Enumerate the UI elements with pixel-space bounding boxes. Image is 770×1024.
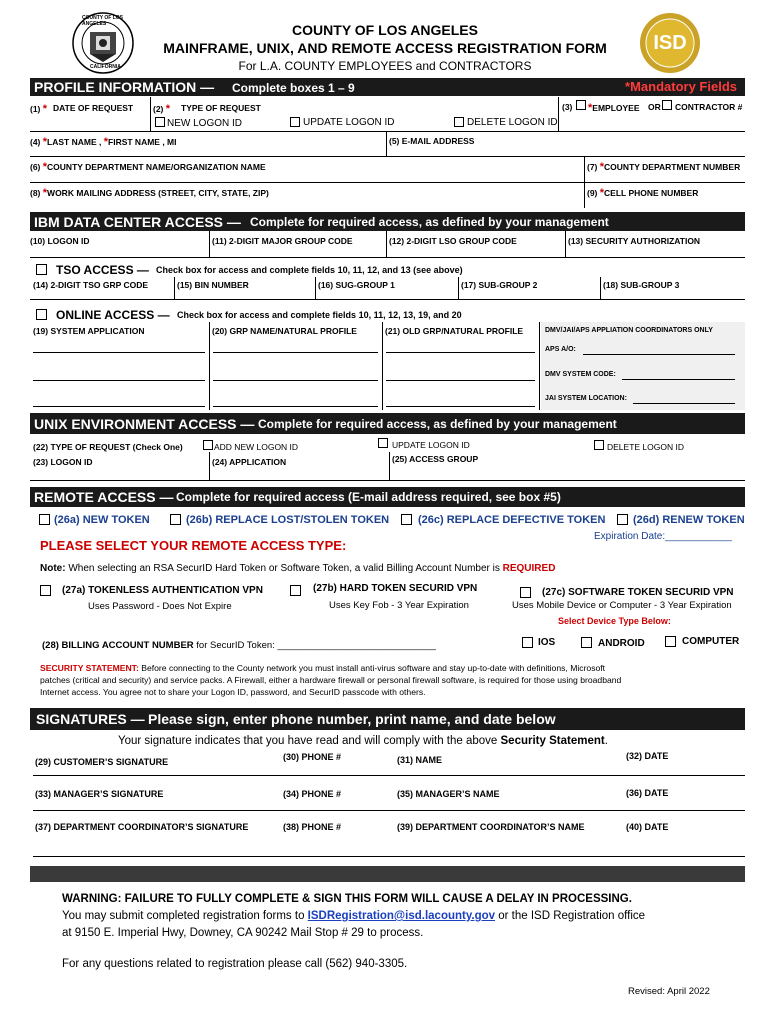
field-34-label: (34) PHONE #: [283, 789, 342, 799]
field-36-label: (36) DATE: [626, 788, 669, 798]
seal-bottom-text: CALIFORNIA: [90, 64, 121, 70]
online-access-instructions: Check box for access and complete fields 10, 11, 12, 13, 19, and 20: [177, 310, 462, 320]
field-18-label: (18) SUB-GROUP 3: [603, 280, 680, 290]
contractor-checkbox[interactable]: [662, 100, 672, 110]
hard-token-label: (27b) HARD TOKEN SECURID VPN: [313, 583, 478, 594]
field-37-label: (37) DEPARTMENT COORDINATOR’S SIGNATURE: [35, 822, 249, 832]
field-14-label: (14) 2-DIGIT TSO GRP CODE: [33, 280, 149, 290]
signatures-bar-subtitle: Please sign, enter phone number, print name, and date below: [148, 711, 556, 727]
profile-bar-subtitle: Complete boxes 1 – 9: [232, 81, 355, 95]
tokenless-vpn-label: (27a) TOKENLESS AUTHENTICATION VPN: [62, 585, 263, 596]
field-19-line-3[interactable]: [33, 406, 205, 407]
select-device-type-label: Select Device Type Below:: [558, 616, 671, 626]
contractor-label: CONTRACTOR #: [675, 102, 743, 112]
security-statement: SECURITY STATEMENT: Before connecting to the County network you must install anti-virus software and stay up-to-date with definitions, Microsoft patches (critical and security) and service packs. A Firewall, either a hardware firewall or personal firewall software, is required for those using broadband Internet access. You agree not to share your Logon ID, password, and SecurID passcode with others.: [40, 663, 622, 697]
ibm-section-header: [30, 212, 745, 231]
field-17-label: (17) SUB-GROUP 2: [461, 280, 538, 290]
dmv-coordinators-title: DMV/JAI/APS APPLIATION COORDINATORS ONLY: [545, 327, 713, 334]
isd-logo-text: ISD: [653, 32, 687, 54]
field-19-line-1[interactable]: [33, 352, 205, 353]
or-label: OR: [648, 102, 661, 112]
field-33-label: (33) MANAGER’S SIGNATURE: [35, 789, 164, 799]
new-logon-checkbox[interactable]: [155, 117, 165, 127]
field-4-label: (4) *LAST NAME , *FIRST NAME , MI: [30, 136, 177, 148]
aps-ao-input[interactable]: [583, 354, 735, 355]
field-32-label: (32) DATE: [626, 751, 669, 761]
signatures-bar-title: SIGNATURES —: [36, 711, 145, 727]
registration-email-link[interactable]: ISDRegistration@isd.lacounty.gov: [307, 910, 496, 922]
form-title-line1: COUNTY OF LOS ANGELES: [292, 22, 478, 38]
replace-lost-token-label: (26b) REPLACE LOST/STOLEN TOKEN: [186, 514, 390, 526]
office-address: at 9150 E. Imperial Hwy, Downey, CA 90242 Mail Stop # 29 to process.: [62, 927, 424, 939]
computer-label: COMPUTER: [682, 636, 740, 647]
employee-checkbox[interactable]: [576, 100, 586, 110]
unix-add-new-label: ADD NEW LOGON ID: [214, 442, 299, 452]
tokenless-vpn-desc: Uses Password - Does Not Expire: [88, 601, 232, 612]
footer-divider-band: [30, 866, 745, 882]
field-20-line-1[interactable]: [213, 352, 378, 353]
field-21-line-1[interactable]: [386, 352, 535, 353]
field-20-label: (20) GRP NAME/NATURAL PROFILE: [212, 326, 357, 336]
field-21-line-3[interactable]: [386, 406, 535, 407]
note-line: Note: When selecting an RSA SecurID Hard Token or Software Token, a valid Billing Account Number is REQUIRED: [40, 563, 556, 574]
jai-system-location-input[interactable]: [633, 403, 735, 404]
new-token-label: (26a) NEW TOKEN: [54, 514, 150, 526]
questions-text: For any questions related to registration please call (562) 940-3305.: [62, 958, 408, 970]
employee-label: *EMPLOYEE: [588, 102, 640, 114]
update-logon-label: UPDATE LOGON ID: [303, 117, 395, 128]
ios-label: IOS: [538, 637, 556, 648]
android-label: ANDROID: [598, 638, 645, 649]
seal-text: COUNTY OF LOS ANGELES: [82, 15, 124, 27]
unix-bar-title: UNIX ENVIRONMENT ACCESS —: [34, 416, 255, 432]
remote-bar-subtitle: Complete for required access (E-mail address required, see box #5): [176, 490, 561, 504]
field-16-label: (16) SUG-GROUP 1: [318, 280, 395, 290]
remote-section-header: [30, 487, 745, 507]
unix-update-checkbox[interactable]: [378, 438, 388, 448]
warning-text: WARNING: FAILURE TO FULLY COMPLETE & SIGN THIS FORM WILL CAUSE A DELAY IN PROCESSING.: [62, 893, 632, 905]
field-3-number: (3): [562, 102, 573, 112]
field-31-label: (31) NAME: [397, 755, 443, 765]
unix-update-label: UPDATE LOGON ID: [392, 440, 470, 450]
field-29-label: (29) CUSTOMER’S SIGNATURE: [35, 757, 169, 767]
profile-bar-title: PROFILE INFORMATION —: [34, 79, 215, 95]
mandatory-fields-label: *Mandatory Fields: [625, 79, 737, 94]
field-35-label: (35) MANAGER’S NAME: [397, 789, 500, 799]
select-remote-type-heading: PLEASE SELECT YOUR REMOTE ACCESS TYPE:: [40, 538, 347, 553]
field-6-label: (6) *COUNTY DEPARTMENT NAME/ORGANIZATION NAME: [30, 161, 266, 173]
field-21-label: (21) OLD GRP/NATURAL PROFILE: [385, 326, 524, 336]
field-19-line-2[interactable]: [33, 380, 205, 381]
unix-delete-label: DELETE LOGON ID: [607, 442, 684, 452]
isd-logo: [639, 12, 701, 74]
remote-bar-title: REMOTE ACCESS —: [34, 489, 174, 505]
new-logon-label: NEW LOGON ID: [167, 118, 243, 129]
field-2-number: (2) *: [153, 103, 171, 115]
tso-access-checkbox[interactable]: [36, 264, 47, 275]
android-checkbox[interactable]: [581, 637, 592, 648]
field-20-line-3[interactable]: [213, 406, 378, 407]
unix-bar-subtitle: Complete for required access, as defined by your management: [258, 417, 617, 431]
signatures-section-header: [30, 708, 745, 730]
tokenless-vpn-checkbox[interactable]: [40, 585, 51, 596]
expiration-date-field[interactable]: Expiration Date:____________: [594, 531, 732, 542]
field-30-label: (30) PHONE #: [283, 752, 342, 762]
hard-token-desc: Uses Key Fob - 3 Year Expiration: [329, 600, 469, 611]
field-1-label: DATE OF REQUEST: [53, 103, 134, 113]
ibm-bar-title: IBM DATA CENTER ACCESS —: [34, 214, 241, 230]
field-15-label: (15) BIN NUMBER: [177, 280, 249, 290]
renew-token-checkbox[interactable]: [617, 514, 628, 525]
manager-signature-line[interactable]: [33, 810, 745, 811]
tso-access-title: TSO ACCESS —: [56, 263, 149, 277]
signatures-intro: Your signature indicates that you have read and will comply with the above Security Statement.: [118, 735, 608, 747]
computer-checkbox[interactable]: [665, 636, 676, 647]
coordinator-signature-line[interactable]: [33, 856, 745, 857]
field-1-number: (1) *: [30, 103, 48, 115]
software-token-checkbox[interactable]: [520, 587, 531, 598]
unix-delete-checkbox[interactable]: [594, 440, 604, 450]
delete-logon-checkbox[interactable]: [454, 117, 464, 127]
form-title-line2: MAINFRAME, UNIX, AND REMOTE ACCESS REGISTRATION FORM: [163, 40, 607, 56]
billing-account-field[interactable]: (28) BILLING ACCOUNT NUMBER for SecurID Token: ______________________________: [42, 640, 436, 651]
field-11-label: (11) 2-DIGIT MAJOR GROUP CODE: [212, 236, 353, 246]
field-22-label: (22) TYPE OF REQUEST (Check One): [33, 442, 183, 452]
software-token-label: (27c) SOFTWARE TOKEN SECURID VPN: [542, 587, 734, 598]
delete-logon-label: DELETE LOGON ID: [467, 117, 558, 128]
customer-signature-line[interactable]: [33, 775, 745, 776]
field-23-label: (23) LOGON ID: [33, 457, 93, 467]
field-13-label: (13) SECURITY AUTHORIZATION: [568, 236, 701, 246]
field-9-label: (9) *CELL PHONE NUMBER: [587, 187, 699, 199]
profile-section-header: [30, 78, 745, 96]
ibm-bar-subtitle: Complete for required access, as defined by your management: [250, 215, 609, 229]
jai-system-location-label: JAI SYSTEM LOCATION:: [545, 395, 627, 402]
field-24-label: (24) APPLICATION: [212, 457, 287, 467]
form-subtitle: For L.A. COUNTY EMPLOYEES and CONTRACTORS: [238, 59, 532, 73]
revised-date: Revised: April 2022: [628, 986, 710, 997]
field-10-label: (10) LOGON ID: [30, 236, 90, 246]
update-logon-checkbox[interactable]: [290, 117, 300, 127]
dmv-system-code-input[interactable]: [622, 379, 735, 380]
software-token-desc: Uses Mobile Device or Computer - 3 Year Expiration: [512, 600, 732, 611]
replace-defective-token-label: (26c) REPLACE DEFECTIVE TOKEN: [418, 514, 606, 526]
aps-ao-label: APS A/O:: [545, 346, 576, 353]
field-12-label: (12) 2-DIGIT LSO GROUP CODE: [389, 236, 517, 246]
replace-defective-token-checkbox[interactable]: [401, 514, 412, 525]
unix-section-header: [30, 413, 745, 434]
field-19-label: (19) SYSTEM APPLICATION: [33, 326, 145, 336]
field-20-line-2[interactable]: [213, 380, 378, 381]
field-40-label: (40) DATE: [626, 822, 669, 832]
dmv-system-code-label: DMV SYSTEM CODE:: [545, 371, 616, 378]
tso-access-instructions: Check box for access and complete fields 10, 11, 12, and 13 (see above): [156, 265, 463, 275]
renew-token-label: (26d) RENEW TOKEN: [633, 514, 745, 526]
field-2-label: TYPE OF REQUEST: [181, 103, 261, 113]
field-5-label: (5) E-MAIL ADDRESS: [389, 136, 475, 146]
submit-instructions: You may submit completed registration forms to ISDRegistration@isd.lacounty.gov or the ISD Registration office: [62, 910, 646, 922]
online-access-checkbox[interactable]: [36, 309, 47, 320]
field-25-label: (25) ACCESS GROUP: [392, 454, 479, 464]
online-access-title: ONLINE ACCESS —: [56, 308, 170, 322]
field-21-line-2[interactable]: [386, 380, 535, 381]
ios-checkbox[interactable]: [522, 637, 533, 648]
replace-lost-token-checkbox[interactable]: [170, 514, 181, 525]
unix-add-new-checkbox[interactable]: [203, 440, 213, 450]
field-8-label: (8) *WORK MAILING ADDRESS (STREET, CITY, STATE, ZIP): [30, 187, 269, 199]
field-7-label: (7) *COUNTY DEPARTMENT NUMBER: [587, 161, 741, 173]
field-38-label: (38) PHONE #: [283, 822, 342, 832]
hard-token-checkbox[interactable]: [290, 585, 301, 596]
new-token-checkbox[interactable]: [39, 514, 50, 525]
field-39-label: (39) DEPARTMENT COORDINATOR’S NAME: [397, 822, 585, 832]
